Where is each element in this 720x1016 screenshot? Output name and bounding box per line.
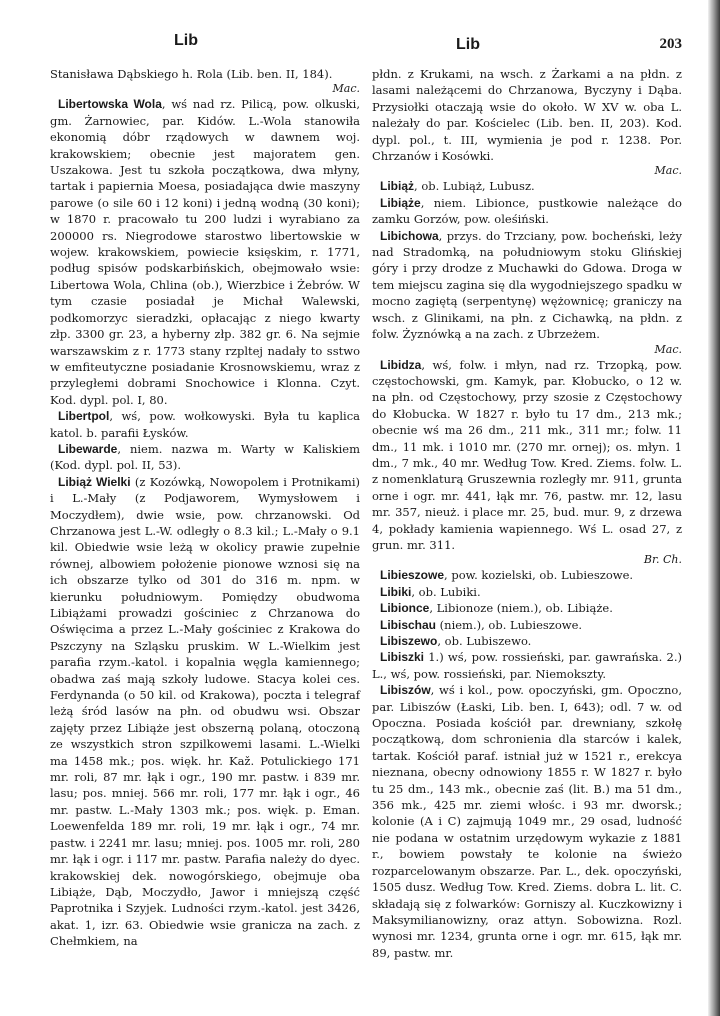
entry-text: (z Kozówką, Nowopolem i Protnikami) i L.-Mały (z Podjaworem, Wymysłowem i Moczydłem), dwie wsie, pow. chrzanowski. Od Chrzanowa jest L.-W. odległy o 8.3 kil.; L.-Mały o 9.1 kil. Obiedwie wsie leżą w okolicy prawie zupełnie równej, albowiem położenie pionowe wznosi się na ich obszarze tylko od 301 do 316 m. npm. w kierunku południowym. Pomiędzy obudwoma Libiążami prowadzi gościniec z Chrzanowa do Oświęcima a przez L.-Mały gościniec z Krakowa do Pszczyny na Szląsku pruskim. W L.-Wielkim jest parafia rzym.-katol. i kopalnia węgla kamiennego; obadwa zaś mają szkoły ludowe. Stacya kolei ces. Ferdynanda (o 50 kil. od Krakowa), poczta i telegraf leżą śród lasów na płn. od obudwu wsi. Obszar zajęty przez Libiąże jest obszerną polaną, otoczoną ze wszystkich stron szpilkowemi lasami. L.-Wielki ma 1458 mk.; pos. więk. hr. Kaž. Potulickiego 171 mr. roli, 87 mr. łąk i ogr., 190 mr. pastw. i 839 mr. lasu; pos. mniej. 566 mr. roli, 177 mr. łąk i ogr., 46 mr. pastw. L.-Mały 1303 mk.; pos. więk. p. Eman. Loewenfelda 189 mr. roli, 19 mr. łąk i ogr., 74 mr. pastw. i 2241 mr. lasu; mniej. pos. 1005 mr. roli, 280 mr. łąk i ogr. i 117 mr. pastw. Parafia należy do dyec. krakowskiej dek. nowogórskiego, obejmuje oba Libiąże, Dąb, Moczydło, Jawor i mniejszą część Paprotnika i Szyjek. Ludności rzym.-katol. jest 3426, akat. 1, izr. 63. Obiedwie wsie granicza na zach. z Chełmkiem, na bbox=[50, 474, 361, 949]
entry-text: płdn. z Krukami, na wsch. z Żarkami a na płdn. z lasami należącemi do Chrzanowa, Byczyny i Dąba. Przysiołki otaczają wsie do około. W XV w. oba L. należały do par. Kościelec (Lib. ben. II, 203). Kod. dypl. pol., t. III, wymienia je pod r. 1238. Por. Chrzanów i Kosówki. bbox=[372, 67, 682, 164]
dictionary-entry bbox=[372, 178, 682, 194]
entry-headword: Libiszewo bbox=[380, 634, 438, 648]
entry-headword: Libieszowe bbox=[380, 568, 445, 583]
entry-text: , Libionoze (niem.), ob. Libiąże. bbox=[429, 601, 613, 616]
entry-text: , wś i kol., pow. opoczyński, gm. Opoczno, par. Libiszów (Łaski, Lib. ben. I, 643); odl. 7 w. od Opoczna. Posiada kościół par. drewniany, szkołę początkową, dom schronienia dla starców i kalek, tartak. Kościół paraf. istniał już w 1521 r., erekcya nieznana, obecny odnowiony 1855 r. W 1827 r. było tu 25 dm., 143 mk., obecnie zaś (lit. B.) ma 51 dm., 356 mk., 425 mr. ziemi włośc. i 93 mr. dworsk.; kolonie (A i C) zajmują 1049 mr., 29 osad, ludność nie podana w ostatnim urzędowym wykazie z 1881 r., bowiem powstały te kolonie na świeżo rozparcelowanym obszarze. Par. L., dek. opoczyński, 1505 dusz. Według Tow. Kred. Ziems. dobra L. lit. C. składają się z folwarków: Gorniszy al. Kuczkowizny i Maksymilianowizny, oraz attyn. Sobowizna. Rozl. wynosi mr. 1234, grunta orne i ogr. mr. 615, łąk mr. 89, pastw. mr. bbox=[372, 683, 682, 960]
dictionary-entry bbox=[372, 66, 682, 178]
entry-text: , ob. Lubiąż, Lubusz. bbox=[414, 179, 535, 194]
entry-text: , przys. do Trzciany, pow. bocheński, leży nad Stradomką, na południowym stoku Glińskiej góry i przy drodze z Muchawki do Gdowa. Droga w tem miejscu zagina się dla wygodniejszego spadku w mocno zagiętą (serpentynę) wężownicę; graniczy na wsch. z Glinikami, na płn. z Cichawką, na płdn. z folw. Żyznówką a na zach. z Ubrzeżem. bbox=[372, 228, 682, 342]
header-left-keyword: Lib bbox=[174, 32, 198, 49]
header-center-keyword: Lib bbox=[456, 36, 480, 53]
entry-text: , wś nad rz. Pilicą, pow. olkuski, gm. Żarnowiec, par. Kidów. L.-Wola stanowiła ekonomią dóbr rządowych w dawnem woj. krakowskiem; obecnie jest majoratem gen. Uszakowa. Jest tu szkoła początkowa, dwa młyny, tartak i papiernia Moesa, posiadająca dwie maszyny parowe (o sile 60 i 12 koni) i jedną wodną (30 koni); w 1870 r. pracowało tu 200 ludzi i wyrabiano za 200000 rs. Niegrodowe starostwo libertowskie w wojew. krakowskiem, powiecie księskim, r. 1771, podług spisów podskarbińskich, obejmowało wsie: Libertowa Wola, Chlina (ob.), Wierzbice i Żebrów. W tym czasie posiadał je Michał Walewski, podkomorzyc sieradzki, opłacając z niego kwarty złp. 3300 gr. 23, a hyberny złp. 382 gr. 6. Na sejmie warszawskim z r. 1773 stany rzpltej nadały to sstwo w emfiteutyczne posiadanie Krosnowskiemu, wraz z przyległemi dobrami Snochowice i Klonna. Czyt. Kod. dypl. pol. I, 80. bbox=[50, 97, 360, 407]
page-number: 203 bbox=[659, 36, 682, 52]
entry-headword: Libidza bbox=[380, 357, 422, 372]
dictionary-entry bbox=[50, 66, 360, 96]
dictionary-entry bbox=[372, 584, 682, 600]
dictionary-entry bbox=[50, 408, 360, 441]
entry-text: , pow. kozielski, ob. Lubieszowe. bbox=[444, 568, 634, 583]
entry-headword: Libertowska Wola bbox=[58, 97, 162, 112]
entry-author-signature: Mac. bbox=[654, 342, 682, 356]
entry-headword: Libiąże bbox=[380, 195, 421, 210]
entry-headword: Libichowa bbox=[380, 228, 439, 243]
entry-headword: Libiszów bbox=[380, 683, 431, 698]
entry-text: , ob. Lubiszewo. bbox=[437, 634, 532, 648]
dictionary-entry bbox=[372, 567, 682, 583]
entry-headword: Libewarde bbox=[58, 441, 118, 456]
dictionary-entry bbox=[372, 682, 682, 961]
entry-text: (niem.), ob. Lubieszowe. bbox=[436, 617, 583, 632]
page-header bbox=[50, 32, 682, 66]
entry-author-signature: Mac. bbox=[332, 82, 360, 96]
right-column bbox=[372, 66, 682, 961]
left-column bbox=[50, 66, 360, 961]
entry-text: , ob. Lubiki. bbox=[411, 584, 481, 599]
entry-headword: Libiąż Wielki bbox=[58, 474, 131, 489]
dictionary-entry bbox=[50, 474, 360, 950]
entry-headword: Libertpol bbox=[58, 409, 110, 424]
dictionary-entry bbox=[372, 617, 682, 633]
dictionary-entry bbox=[372, 600, 682, 616]
entry-text: , niem. nazwa m. Warty w Kaliskiem (Kod. dypl. pol. II, 53). bbox=[50, 441, 360, 473]
dictionary-entry bbox=[372, 195, 682, 228]
entry-headword: Libiki bbox=[380, 584, 412, 599]
dictionary-entry bbox=[50, 441, 360, 474]
entry-author-signature: Mac. bbox=[654, 164, 682, 178]
entry-text: , wś, folw. i młyn, nad rz. Trzopką, pow. częstochowski, gm. Kamyk, par. Kłobucko, o 12 w. na płn. od Częstochowy, przy szosie z Częstochowy do Kłobucka. W 1827 r. było tu 17 dm., 213 mk.; obecnie wś ma 26 dm., 211 mk., 311 mr.; folw. 11 dm., 11 mk. i 1010 mr. (270 mr. ornej); os. młyn. 1 dm., 7 mk., 40 mr. Według Tow. Kred. Ziems. folw. L. z nomenklaturą Gruszewnia rozległy mr. 911, grunta orne i ogr. mr. 441, łąk mr. 76, pastw. mr. 12, lasu mr. 357, nieuż. i place mr. 25, bud. mur. 9, z drzewa 4, pokłady kamienia wapiennego. Wś L. osad 27, z grun. mr. 311. bbox=[372, 357, 682, 552]
entry-headword: Libiąż bbox=[380, 179, 415, 194]
dictionary-entry bbox=[372, 228, 682, 357]
dictionary-entry bbox=[372, 649, 682, 682]
entry-text: , wś, pow. wołkowyski. Była tu kaplica katol. b. parafii Łysków. bbox=[50, 409, 360, 440]
dictionary-entry bbox=[50, 96, 360, 408]
entry-text: Stanisława Dąbskiego h. Rola (Lib. ben. II, 184). bbox=[50, 67, 333, 81]
dictionary-entry bbox=[372, 633, 682, 649]
entry-text: , niem. Libionce, pustkowie należące do zamku Gorzów, pow. oleśiński. bbox=[372, 195, 682, 227]
text-columns bbox=[50, 66, 682, 961]
entry-headword: Libionce bbox=[380, 601, 430, 616]
entry-headword: Libiszki bbox=[380, 650, 425, 665]
dictionary-entry bbox=[372, 357, 682, 568]
entry-headword: Libischau bbox=[380, 617, 437, 632]
entry-text: 1.) wś, pow. rossieński, par. gawrańska. 2.) L., wś, pow. rossieński, par. Niemokszty. bbox=[372, 650, 682, 681]
scan-edge-shadow bbox=[708, 0, 720, 1016]
entry-author-signature: Br. Ch. bbox=[643, 553, 682, 567]
